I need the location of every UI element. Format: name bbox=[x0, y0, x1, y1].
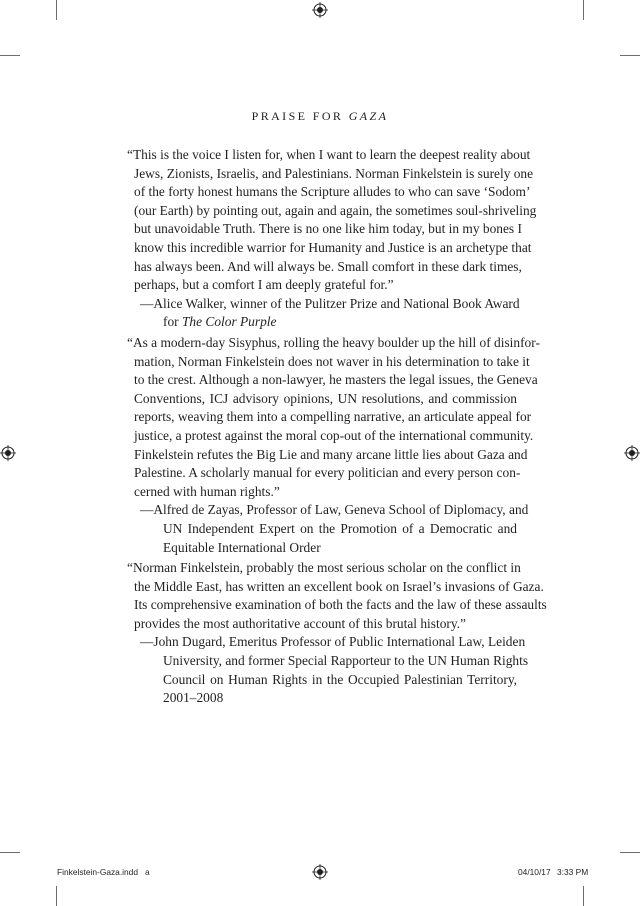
praise-quote bbox=[127, 559, 547, 708]
registration-mark-icon bbox=[312, 2, 328, 18]
slug-time: 3:33 PM bbox=[557, 867, 589, 877]
quote-line: Its comprehensive examination of both the facts and the law of these assaults bbox=[134, 597, 547, 613]
quote-line: “This is the voice I listen for, when I want to learn the deepest reality about bbox=[127, 147, 531, 162]
quote-line: “As a modern-day Sisyphus, rolling the heavy boulder up the hill of disinfor- bbox=[127, 335, 540, 350]
attribution-line: Council on Human Rights in the Occupied Palestinian Territory, bbox=[163, 671, 517, 687]
quote-line: “Norman Finkelstein, probably the most serious scholar on the conflict in bbox=[127, 560, 521, 575]
quote-line: Conventions, ICJ advisory opinions, UN resolutions, and commission bbox=[134, 390, 517, 406]
quote-line: the Middle East, has written an excellent book on Israel’s invasions of Gaza. bbox=[134, 578, 544, 594]
attribution-line: —John Dugard, Emeritus Professor of Public International Law, Leiden bbox=[140, 634, 526, 650]
quote-line: reports, weaving them into a compelling narrative, an articulate appeal for bbox=[134, 409, 532, 425]
slug-filename: Finkelstein-Gaza.indd a bbox=[57, 867, 150, 877]
crop-mark bbox=[620, 55, 640, 56]
quote-line: cerned with human rights.” bbox=[134, 483, 280, 499]
attribution-line: 2001–2008 bbox=[163, 690, 224, 706]
attribution-line: —Alfred de Zayas, Professor of Law, Geneva School of Diplomacy, and bbox=[140, 502, 529, 518]
quote-line: (our Earth) by pointing out, again and again, the sometimes soul-shriveling bbox=[134, 202, 537, 218]
quote-line: justice, a protest against the moral cop-out of the international community. bbox=[134, 427, 534, 443]
quote-attribution bbox=[127, 501, 529, 557]
attribution-line: University, and former Special Rapporteur to the UN Human Rights bbox=[163, 652, 529, 668]
crop-mark bbox=[583, 886, 584, 906]
registration-mark-icon bbox=[624, 445, 640, 461]
quote-line: mation, Norman Finkelstein does not waver in his determination to take it bbox=[134, 353, 530, 369]
quote-line: Palestine. A scholarly manual for every politician and every person con- bbox=[134, 465, 521, 481]
crop-mark bbox=[56, 0, 57, 20]
quote-line: know this incredible warrior for Humanity and Justice is an archetype that bbox=[134, 239, 532, 255]
praise-quote bbox=[127, 146, 537, 332]
crop-mark bbox=[0, 852, 20, 853]
praise-quote bbox=[127, 334, 540, 557]
attribution-line bbox=[134, 313, 517, 332]
attribution-line: —Alice Walker, winner of the Pulitzer Prize and National Book Award bbox=[140, 295, 520, 311]
crop-mark bbox=[0, 55, 20, 56]
quote-line: has always been. And will always be. Small comfort in these dark times, bbox=[134, 258, 522, 274]
quote-line: of the forty honest humans the Scripture alludes to who can save ‘Sodom’ bbox=[134, 184, 531, 200]
book-title: The Color Purple bbox=[181, 314, 277, 330]
heading-prefix: PRAISE FOR bbox=[251, 109, 349, 123]
attribution-prefix: for bbox=[163, 314, 182, 330]
quote-line: Jews, Zionists, Israelis, and Palestinians. Norman Finkelstein is surely one bbox=[134, 165, 534, 181]
quote-line: provides the most authoritative account of this brutal history.” bbox=[134, 615, 466, 631]
quote-attribution bbox=[127, 633, 529, 707]
crop-mark bbox=[56, 886, 57, 906]
attribution-line: UN Independent Expert on the Promotion of a Democratic and bbox=[163, 520, 517, 536]
registration-mark-icon bbox=[0, 445, 16, 461]
crop-mark bbox=[583, 0, 584, 20]
page-heading bbox=[0, 109, 640, 124]
crop-mark bbox=[620, 852, 640, 853]
quote-line: perhaps, but a comfort I am deeply grateful for.” bbox=[134, 277, 394, 293]
quote-line: but unavoidable Truth. There is no one like him today, but in my bones I bbox=[134, 221, 522, 237]
attribution-line: Equitable International Order bbox=[163, 539, 321, 555]
heading-book-title: GAZA bbox=[348, 109, 389, 123]
quote-line: to the crest. Although a non-lawyer, he masters the legal issues, the Geneva bbox=[134, 372, 538, 388]
registration-mark-icon bbox=[312, 864, 328, 880]
slug-date: 04/10/17 bbox=[518, 867, 551, 877]
quote-line: Finkelstein refutes the Big Lie and many arcane little lies about Gaza and bbox=[134, 446, 528, 462]
quote-attribution bbox=[127, 295, 520, 332]
